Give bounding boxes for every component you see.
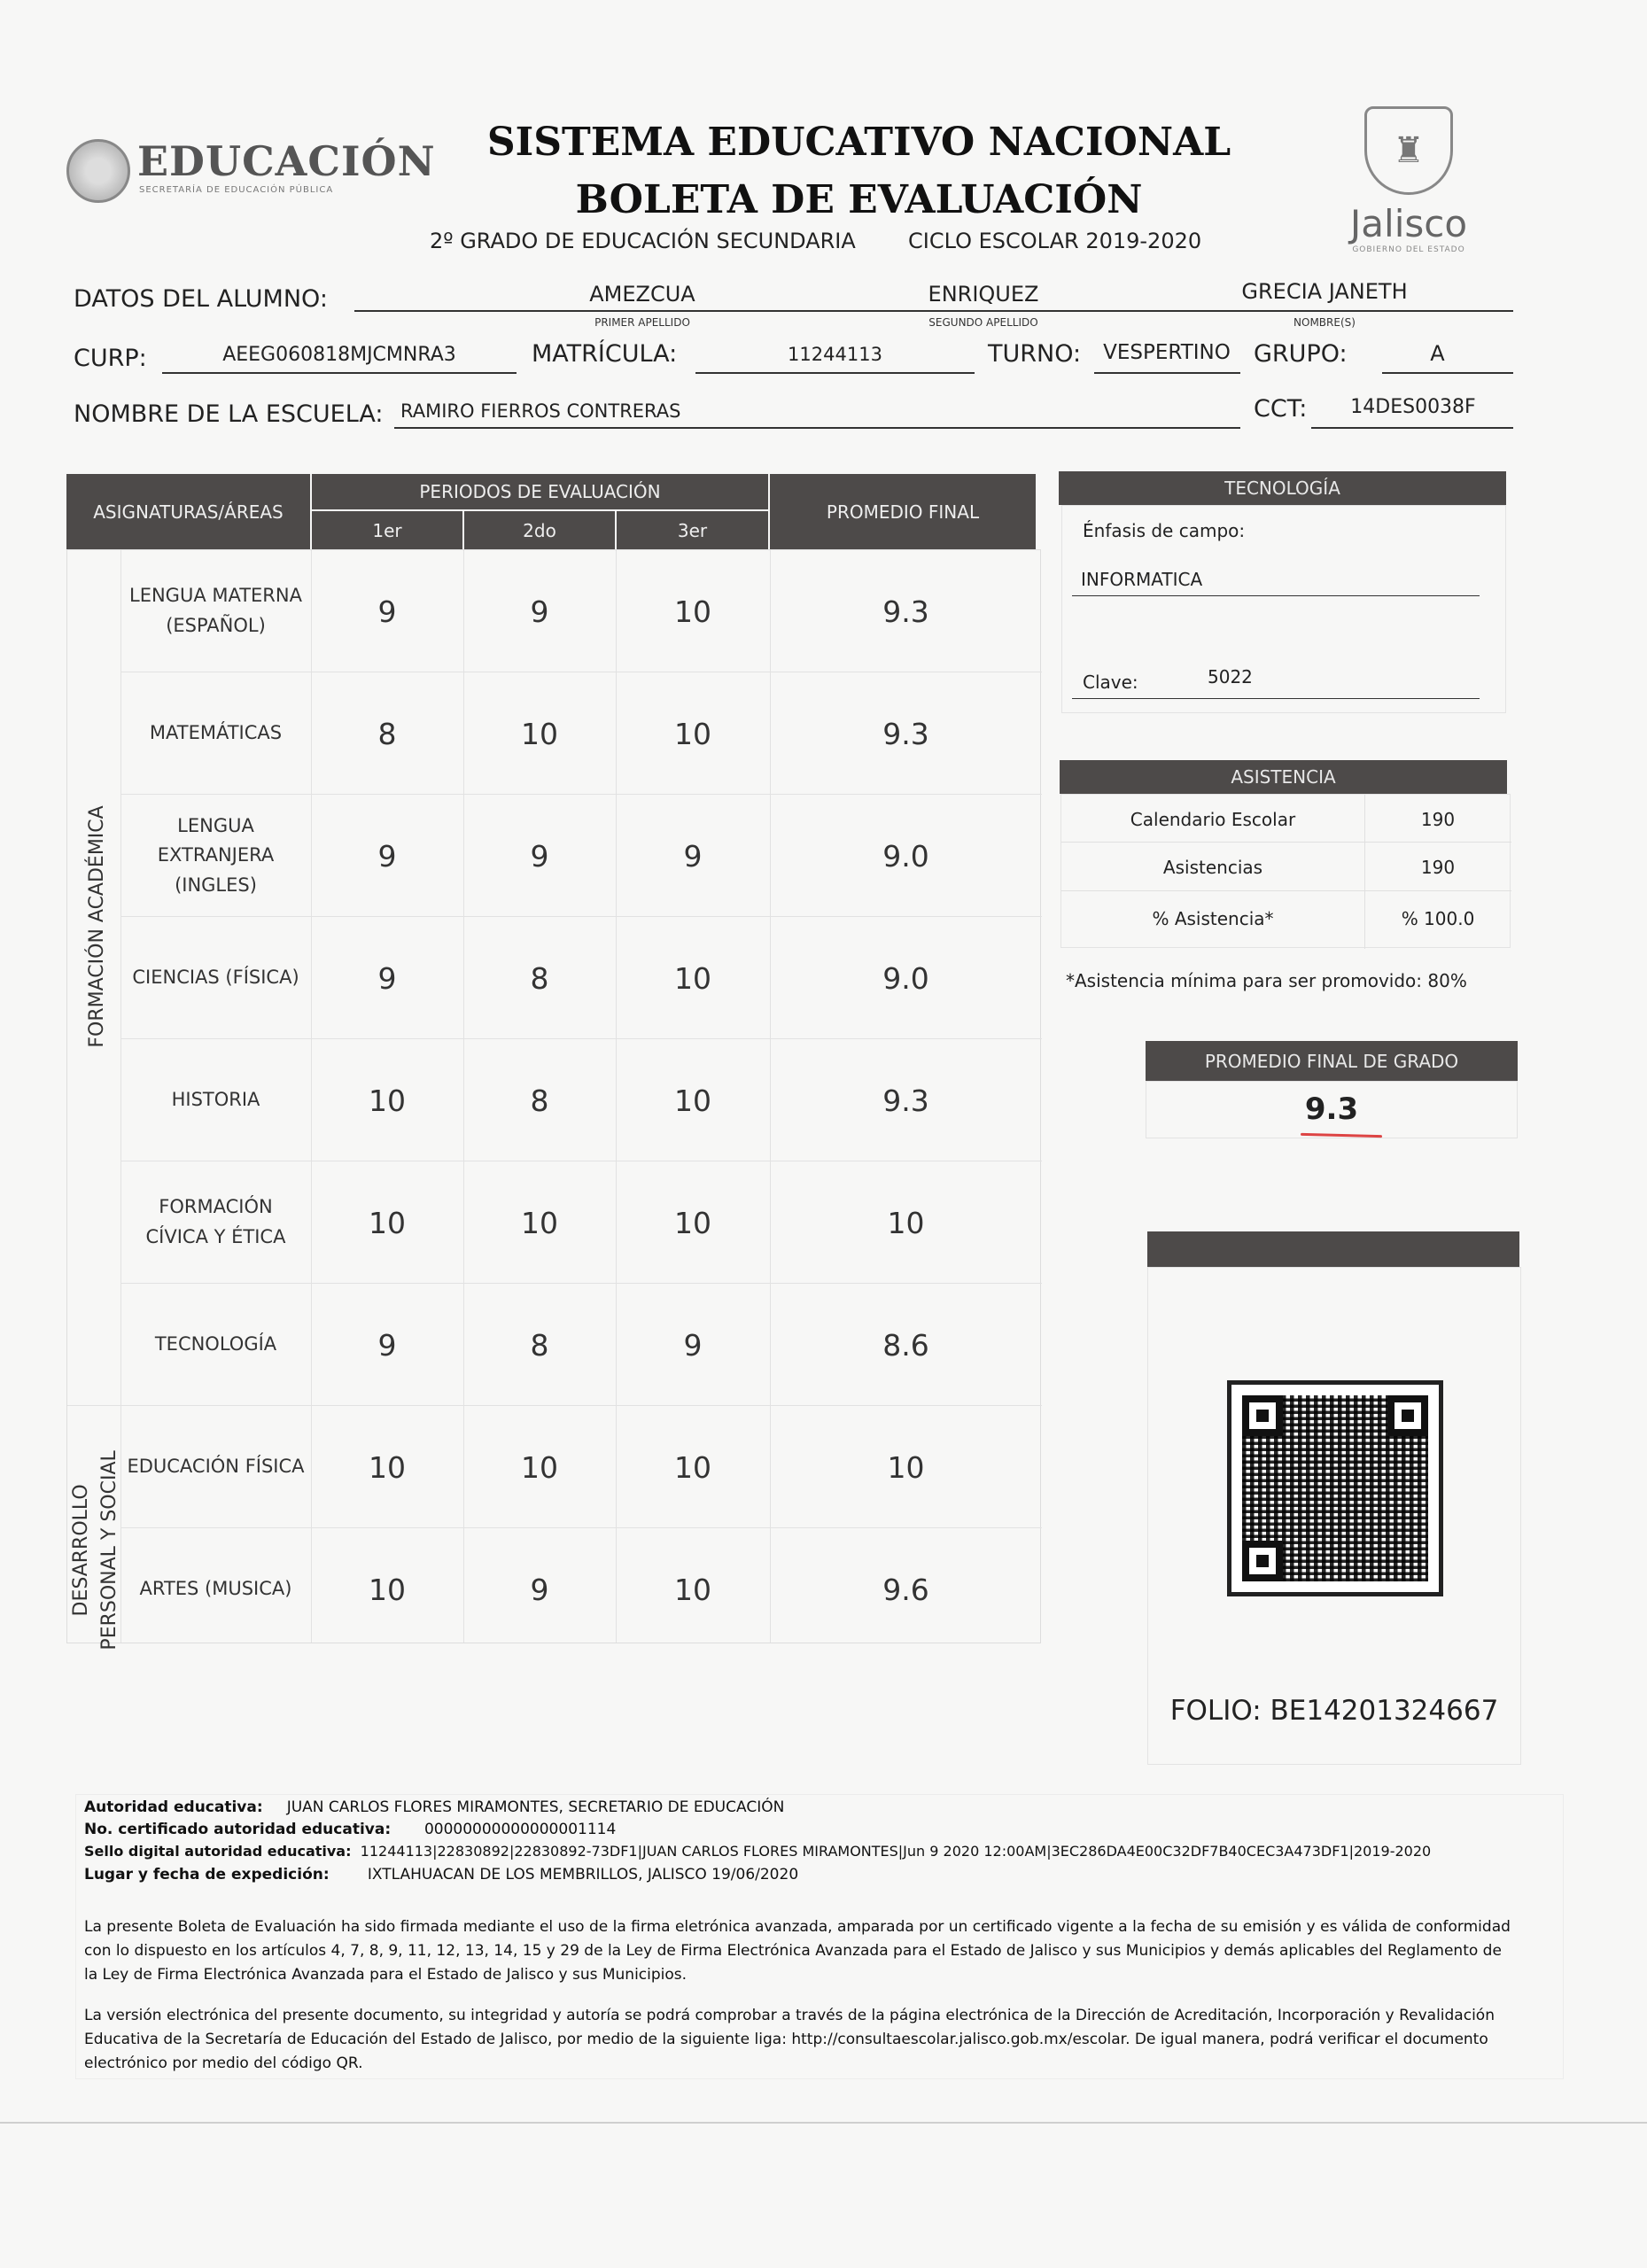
final-average: 9.0 <box>882 960 929 996</box>
emphasis-underline <box>1072 595 1480 596</box>
final-average: 9.3 <box>882 594 929 629</box>
education-logo-subtitle: SECRETARÍA DE EDUCACIÓN PÚBLICA <box>139 185 334 195</box>
final-average: 9.6 <box>882 1572 929 1607</box>
table-row <box>67 1528 1042 1651</box>
group-label-development-line1: DESARROLLO <box>70 1484 93 1617</box>
qr-finder-pattern <box>1387 1395 1428 1436</box>
grade-period-3: 10 <box>674 594 711 629</box>
authority-line <box>84 1798 784 1816</box>
group-label-development <box>67 1435 124 1666</box>
subject-name: CIENCIAS (FÍSICA) <box>132 967 299 989</box>
grade-period-3: 10 <box>674 716 711 751</box>
grade-period-1: 9 <box>377 1327 397 1363</box>
grade-period-2: 9 <box>530 838 549 874</box>
qr-finder-pattern <box>1242 1541 1283 1581</box>
table-row <box>67 917 1042 1039</box>
group-label-academic: FORMACIÓN ACADÉMICA <box>86 805 109 1048</box>
period-1-header: 1er <box>312 511 462 549</box>
period-2-header: 2do <box>464 511 615 549</box>
grupo-label: GRUPO: <box>1254 340 1348 368</box>
grade-period-3: 10 <box>674 1449 711 1485</box>
place-date-line <box>84 1866 798 1884</box>
final-average: 10 <box>887 1205 925 1240</box>
title-system: SISTEMA EDUCATIVO NACIONAL <box>486 120 1231 165</box>
qr-code-pattern <box>1242 1395 1428 1581</box>
grade-period-1: 10 <box>369 1205 406 1240</box>
signature-disclaimer: La presente Boleta de Evaluación ha sido firmada mediante el uso de la firma eletrónica avanzada, amparada por un certificado vigente a la fecha de su emisión y es válida de conformidad con lo dispuesto en los artículos 4, 7, 8, 9, 11, 12, 13, 14, 15 y 29 de la Ley de Firma Electrónica Avanzada para el Estado de Jalisco y sus Municipios y demás aplicables del Reglamento de la Ley de Firma Electrónica Avanzada para el Estado de Jalisco y sus Municipios. <box>84 1918 1511 1984</box>
grade-period-2: 10 <box>521 1205 558 1240</box>
scan-edge-line <box>0 2122 1647 2124</box>
subject-name: ARTES (MUSICA) <box>139 1578 292 1600</box>
curp-value: AEEG060818MJCMNRA3 <box>222 344 456 366</box>
grade-period-3: 10 <box>674 1205 711 1240</box>
given-names: GRECIA JANETH <box>1241 279 1408 304</box>
certificate-line <box>84 1821 616 1838</box>
final-average: 8.6 <box>882 1327 929 1363</box>
certificate-value: 00000000000000001114 <box>423 1821 617 1838</box>
qr-finder-pattern <box>1242 1395 1283 1436</box>
school-label: NOMBRE DE LA ESCUELA: <box>74 400 384 428</box>
key-underline <box>1072 698 1480 699</box>
final-average: 9.3 <box>882 1083 929 1118</box>
jalisco-logo <box>1320 106 1497 266</box>
attendance-pct-label: % Asistencia* <box>1152 908 1274 929</box>
subject-name: TECNOLOGÍA <box>154 1333 277 1355</box>
place-date-value: IXTLAHUACAN DE LOS MEMBRILLOS, JALISCO 19/06/2020 <box>367 1866 799 1884</box>
grade-period-3: 10 <box>674 1083 711 1118</box>
attendance-divider <box>1061 890 1511 891</box>
grade-period-2: 10 <box>521 716 558 751</box>
final-average: 10 <box>887 1449 925 1485</box>
folio-number: FOLIO: BE14201324667 <box>1169 1695 1499 1727</box>
table-row <box>67 1284 1042 1406</box>
matricula-label: MATRÍCULA: <box>532 340 678 368</box>
final-average-column-header: PROMEDIO FINAL <box>770 474 1036 549</box>
grade-period-1: 9 <box>377 960 397 996</box>
grade-period-1: 10 <box>369 1449 406 1485</box>
table-row <box>67 672 1042 795</box>
student-data-label: DATOS DEL ALUMNO: <box>74 285 328 313</box>
grade-period-2: 8 <box>530 1083 549 1118</box>
table-row <box>67 1039 1042 1161</box>
table-row <box>67 550 1042 672</box>
attendance-divider <box>1061 842 1511 843</box>
calendar-label: Calendario Escolar <box>1130 809 1296 830</box>
jalisco-logo-subtitle: GOBIERNO DEL ESTADO <box>1352 245 1465 254</box>
subject-name: HISTORIA <box>171 1089 260 1111</box>
grade-period-2: 9 <box>530 1572 549 1607</box>
jalisco-logo-text: Jalisco <box>1349 202 1468 245</box>
digital-seal-value: 11244113|22830892|22830892-73DF1|JUAN CARLOS FLORES MIRAMONTES|Jun 9 2020 12:00AM|3EC286DA4E00C32DF7B40CEC3A473DF1|2019-2020 <box>360 1843 1432 1860</box>
name-underline <box>354 310 1513 312</box>
subjects-column-header: ASIGNATURAS/ÁREAS <box>66 474 310 549</box>
turno-value: VESPERTINO <box>1103 341 1231 364</box>
attendance-label: Asistencias <box>1162 857 1263 878</box>
grade-period-2: 10 <box>521 1449 558 1485</box>
title-report: BOLETA DE EVALUACIÓN <box>575 177 1143 222</box>
second-surname: ENRIQUEZ <box>928 282 1039 307</box>
authority-value: JUAN CARLOS FLORES MIRAMONTES, SECRETARIO DE EDUCACIÓN <box>286 1798 785 1816</box>
matricula-value: 11244113 <box>788 344 882 365</box>
grade-period-3: 10 <box>674 1572 711 1607</box>
grade-level: 2º GRADO DE EDUCACIÓN SECUNDARIA <box>430 229 856 253</box>
attendance-table <box>1060 794 1511 948</box>
group-label-development-line2: PERSONAL Y SOCIAL <box>98 1450 120 1651</box>
emphasis-value: INFORMATICA <box>1081 569 1203 590</box>
school-value: RAMIRO FIERROS CONTRERAS <box>400 400 681 422</box>
grade-period-1: 10 <box>369 1083 406 1118</box>
cct-underline <box>1311 427 1513 429</box>
table-row <box>67 1406 1042 1528</box>
qr-code-icon[interactable] <box>1227 1380 1443 1596</box>
cct-label: CCT: <box>1254 395 1308 423</box>
school-underline <box>394 427 1240 429</box>
matricula-underline <box>695 372 975 374</box>
digital-seal-label: Sello digital autoridad educativa: <box>84 1843 352 1860</box>
emphasis-label: Énfasis de campo: <box>1083 520 1246 541</box>
grade-period-3: 9 <box>683 838 703 874</box>
digital-seal-line <box>84 1843 1431 1860</box>
certificate-label: No. certificado autoridad educativa: <box>84 1821 392 1838</box>
first-surname-caption: PRIMER APELLIDO <box>594 316 690 329</box>
grupo-value: A <box>1430 341 1445 366</box>
subject-name: MATEMÁTICAS <box>149 722 283 744</box>
subject-name: FORMACIÓN CÍVICA Y ÉTICA <box>145 1196 286 1247</box>
grade-period-3: 9 <box>683 1327 703 1363</box>
turno-underline <box>1094 372 1240 374</box>
grade-period-1: 9 <box>377 594 397 629</box>
attendance-pct-value: % 100.0 <box>1401 908 1475 929</box>
given-names-caption: NOMBRE(S) <box>1294 316 1356 329</box>
grupo-underline <box>1382 372 1513 374</box>
grade-period-1: 10 <box>369 1572 406 1607</box>
final-average: 9.3 <box>882 716 929 751</box>
subject-name: LENGUA MATERNA (ESPAÑOL) <box>129 585 302 636</box>
final-average-header: PROMEDIO FINAL DE GRADO <box>1146 1041 1518 1081</box>
education-logo-text: EDUCACIÓN <box>137 137 436 185</box>
grades-table <box>66 549 1041 1643</box>
period-3-header: 3er <box>617 511 768 549</box>
attendance-note: *Asistencia mínima para ser promovido: 80% <box>1066 970 1467 991</box>
periods-column-header: PERIODOS DE EVALUACIÓN <box>312 474 768 509</box>
final-average-value: 9.3 <box>1304 1091 1359 1127</box>
second-surname-caption: SEGUNDO APELLIDO <box>928 316 1038 329</box>
key-value: 5022 <box>1208 666 1253 687</box>
verification-disclaimer: La versión electrónica del presente documento, su integridad y autoría se podrá comprobar a través de la página electrónica de la Dirección de Acreditación, Incorporación y Revalidación Educativa de la Secretaría de Educación del Estado de Jalisco, por medio de la siguiente liga: http://consultaescolar.jalisco.gob.mx/escolar. De igual manera, podrá verificar el documento electrónico por medio del código QR. <box>84 2007 1495 2073</box>
authority-label: Autoridad educativa: <box>84 1798 263 1816</box>
grade-period-2: 9 <box>530 594 549 629</box>
key-label: Clave: <box>1083 672 1138 693</box>
subject-name: EDUCACIÓN FÍSICA <box>127 1456 305 1478</box>
subject-name: LENGUA EXTRANJERA (INGLES) <box>157 814 275 896</box>
grade-period-3: 10 <box>674 960 711 996</box>
turno-label: TURNO: <box>988 340 1082 368</box>
attendance-value: 190 <box>1420 857 1456 878</box>
curp-label: CURP: <box>74 345 147 372</box>
attendance-header: ASISTENCIA <box>1060 760 1507 794</box>
grade-period-1: 9 <box>377 838 397 874</box>
place-date-label: Lugar y fecha de expedición: <box>84 1866 330 1884</box>
final-average: 9.0 <box>882 838 929 874</box>
jalisco-crest-icon: ♜ <box>1364 106 1453 195</box>
grade-period-2: 8 <box>530 1327 549 1363</box>
calendar-value: 190 <box>1420 809 1456 830</box>
table-row <box>67 1161 1042 1284</box>
table-row <box>67 795 1042 917</box>
technology-header: TECNOLOGÍA <box>1059 471 1506 505</box>
grade-period-1: 8 <box>377 716 397 751</box>
curp-underline <box>162 372 517 374</box>
grade-period-2: 8 <box>530 960 549 996</box>
school-cycle: CICLO ESCOLAR 2019-2020 <box>908 229 1202 253</box>
first-surname: AMEZCUA <box>589 282 695 307</box>
qr-panel-header <box>1147 1231 1519 1267</box>
cct-value: 14DES0038F <box>1350 396 1476 418</box>
